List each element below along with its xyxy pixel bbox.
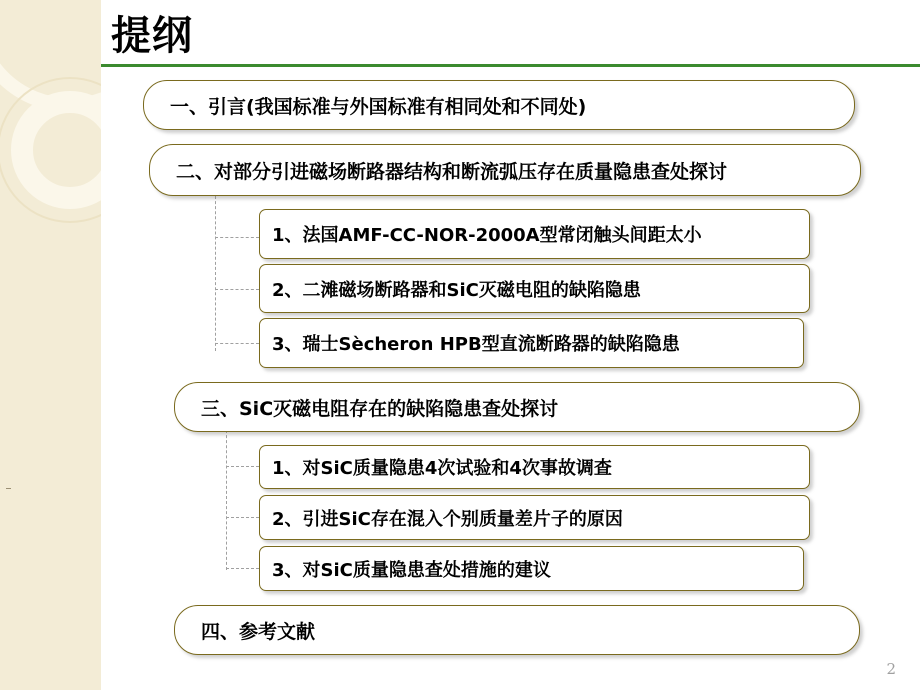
decorative-circles: [0, 0, 101, 690]
slide-title: 提纲: [111, 13, 193, 59]
item-label: 2、二滩磁场断路器和SiC灭磁电阻的缺陷隐患: [272, 279, 641, 301]
tree-connector-vertical: [226, 430, 227, 570]
outline-section-2: [149, 144, 861, 196]
item-label: 1、对SiC质量隐患4次试验和4次事故调查: [272, 458, 612, 479]
tree-connector-vertical: [215, 196, 216, 351]
item-label: 3、瑞士Sѐcheron HPB型直流断路器的缺陷隐患: [272, 334, 680, 355]
outline-item-2-3: [259, 318, 804, 368]
left-decorative-strip: [0, 0, 101, 690]
outline-item-3-1: [259, 445, 810, 489]
tree-connector-horizontal: [215, 237, 259, 238]
item-label: 3、对SiC质量隐患查处措施的建议: [272, 559, 551, 581]
outline-section-4: [174, 605, 860, 655]
outline-section-3: [174, 382, 860, 432]
outline-item-3-3: [259, 546, 804, 591]
section-label: 四、参考文献: [201, 620, 316, 643]
title-underline: [101, 64, 920, 67]
tree-connector-horizontal: [226, 568, 259, 569]
tree-connector-horizontal: [215, 289, 259, 290]
tree-connector-horizontal: [215, 343, 259, 344]
outline-item-3-2: [259, 495, 810, 540]
section-label: 三、SiC灭磁电阻存在的缺陷隐患查处探讨: [201, 397, 559, 420]
section-label: 一、引言(我国标准与外国标准有相同处和不同处): [170, 95, 587, 118]
page-number: 2: [886, 660, 896, 678]
strip-tick: [6, 488, 11, 489]
outline-item-2-1: [259, 209, 810, 259]
section-label: 二、对部分引进磁场断路器结构和断流弧压存在质量隐患查处探讨: [176, 160, 728, 183]
outline-section-1: [143, 80, 855, 130]
item-label: 1、法国AMF-CC-NOR-2000A型常闭触头间距太小: [272, 225, 702, 246]
tree-connector-horizontal: [226, 517, 259, 518]
outline-item-2-2: [259, 264, 810, 313]
tree-connector-horizontal: [226, 466, 259, 467]
item-label: 2、引进SiC存在混入个别质量差片子的原因: [272, 508, 623, 530]
